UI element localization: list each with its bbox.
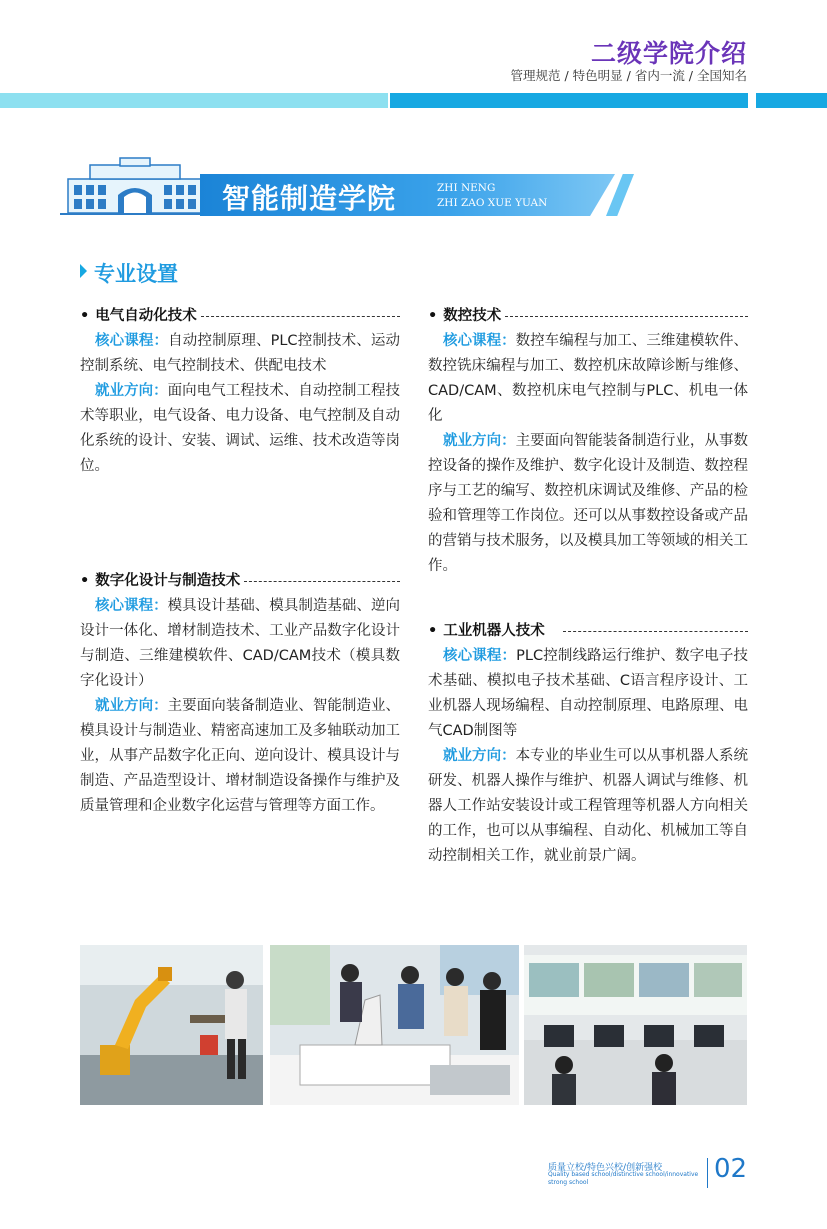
footer-divider bbox=[707, 1158, 708, 1188]
dashed-rule bbox=[563, 631, 748, 632]
major-heading bbox=[428, 619, 748, 644]
major-heading bbox=[80, 304, 400, 329]
footer-slogan-cn: 质量立校/特色兴校/创新强校 bbox=[548, 1163, 663, 1173]
major-name: 数字化设计与制造技术 bbox=[95, 573, 241, 589]
job-text: 本专业的毕业生可以从事机器人系统研发、机器人操作与维护、机器人调试与维修、机器人工作站安装设计或工程管理等机器人方向相关的工作，也可以从事编程、自动化、机械加工等自动控制相关工作，就业前景广阔。 bbox=[428, 748, 748, 864]
major-cnc-technology bbox=[428, 304, 748, 579]
bullet-icon: • bbox=[80, 573, 90, 589]
major-name: 数控技术 bbox=[443, 308, 502, 324]
bullet-icon: • bbox=[428, 623, 438, 639]
core-text: 自动控制原理、PLC控制技术、运动控制系统、电气控制技术、供配电技术 bbox=[80, 333, 400, 374]
college-pinyin bbox=[437, 181, 547, 211]
major-name: 工业机器人技术 bbox=[443, 623, 545, 639]
dashed-rule bbox=[505, 316, 748, 317]
job-label: 就业方向： bbox=[443, 748, 516, 764]
major-industrial-robotics bbox=[428, 619, 748, 869]
footer-slogan-en: Quality based school/distinctive school/innovative strong school bbox=[548, 1171, 699, 1186]
dashed-rule bbox=[244, 581, 400, 582]
core-text: PLC控制线路运行维护、数字电子技术基础、模拟电子技术基础、C语言程序设计、工业机器人现场编程、自动控制原理、电路原理、电气CAD制图等 bbox=[428, 648, 748, 739]
core-label: 核心课程： bbox=[95, 598, 168, 614]
pinyin-line-2: ZHI ZAO XUE YUAN bbox=[437, 197, 548, 209]
core-label: 核心课程： bbox=[95, 333, 169, 349]
job-text: 主要面向智能装备制造行业，从事数控设备的操作及维护、数字化设计及制造、数控程序与工艺的编写、数控机床调试及维修、产品的检验和管理等工作岗位。还可以从事数控设备或产品的营销与技术服务，以及模具加工等领域的相关工作。 bbox=[428, 433, 748, 574]
photo-robot-arm-lab bbox=[80, 945, 263, 1105]
section-arrow-icon bbox=[80, 264, 87, 278]
core-courses bbox=[428, 329, 748, 429]
job-text: 面向电气工程技术、自动控制工程技术等职业，电气设备、电力设备、电气控制及自动化系统的设计、安装、调试、运维、技术改造等岗位。 bbox=[80, 383, 400, 474]
header-band-light bbox=[0, 93, 388, 108]
header-band-edge bbox=[756, 93, 827, 108]
job-label: 就业方向： bbox=[443, 433, 516, 449]
job-text: 主要面向装备制造业、智能制造业、模具设计与制造业、精密高速加工及多轴联动加工业，从事产品数字化正向、逆向设计、模具设计与制造、产品造型设计、增材制造设备操作与维护及质量管理和企业数字化运营与管理等方面工作。 bbox=[80, 698, 400, 814]
building-icon bbox=[60, 155, 210, 217]
job-label: 就业方向： bbox=[95, 698, 168, 714]
career-direction bbox=[80, 694, 400, 819]
career-direction bbox=[428, 744, 748, 869]
major-heading bbox=[80, 569, 400, 594]
photo-students-training bbox=[270, 945, 519, 1105]
page-title: 二级学院介绍 bbox=[590, 39, 747, 68]
major-heading bbox=[428, 304, 748, 329]
major-electrical-automation bbox=[80, 304, 400, 479]
bullet-icon: • bbox=[80, 308, 90, 324]
core-label: 核心课程： bbox=[443, 333, 516, 349]
section-title: 专业设置 bbox=[94, 262, 178, 286]
photo-computer-lab bbox=[524, 945, 747, 1105]
major-name: 电气自动化技术 bbox=[95, 308, 197, 324]
core-text: 模具设计基础、模具制造基础、逆向设计一体化、增材制造技术、工业产品数字化设计与制造、三维建模软件、CAD/CAM技术（模具数字化设计） bbox=[80, 598, 400, 689]
career-direction bbox=[428, 429, 748, 579]
career-direction bbox=[80, 379, 400, 479]
page-number: 02 bbox=[714, 1154, 748, 1184]
page-tagline: 管理规范 / 特色明显 / 省内一流 / 全国知名 bbox=[510, 68, 747, 83]
core-text: 数控车编程与加工、三维建模软件、数控铣床编程与加工、数控机床故障诊断与维修、CAD/CAM、数控机床电气控制与PLC、机电一体化 bbox=[428, 333, 748, 424]
core-label: 核心课程： bbox=[443, 648, 517, 664]
bullet-icon: • bbox=[428, 308, 438, 324]
core-courses bbox=[80, 329, 400, 379]
dashed-rule bbox=[201, 316, 400, 317]
header-band-dark bbox=[390, 93, 748, 108]
core-courses bbox=[80, 594, 400, 694]
college-name: 智能制造学院 bbox=[222, 182, 397, 215]
job-label: 就业方向： bbox=[95, 383, 168, 399]
pinyin-line-1: ZHI NENG bbox=[437, 182, 496, 194]
core-courses bbox=[428, 644, 748, 744]
major-digital-design-manufacturing bbox=[80, 569, 400, 819]
